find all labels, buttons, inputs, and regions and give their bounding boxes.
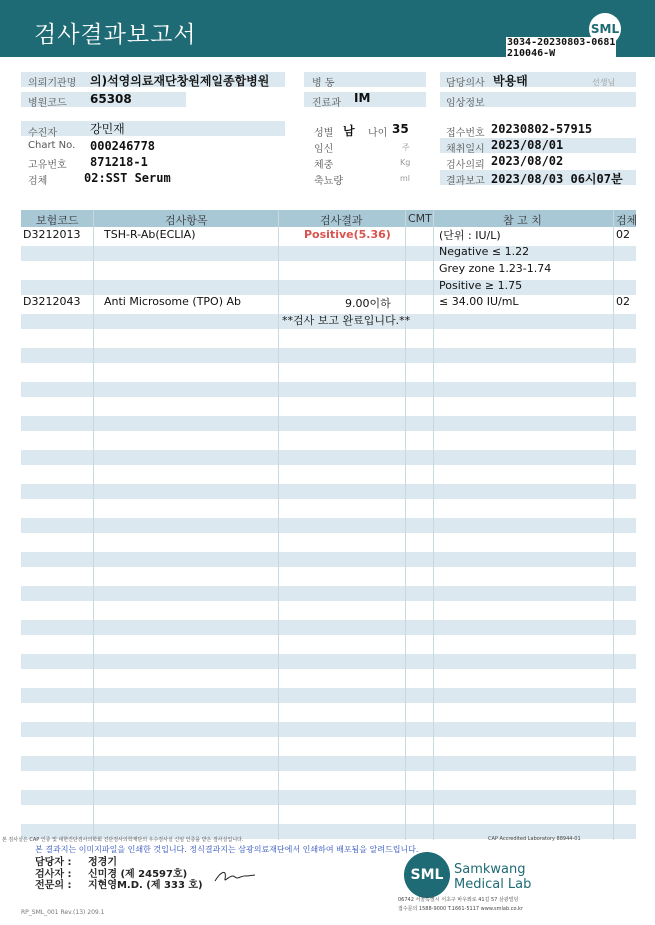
patient-value: 강민재 [90, 122, 125, 136]
urine-unit: ml [400, 174, 411, 183]
table-row-stripe [21, 586, 636, 601]
col-specimen: 검체 [616, 214, 638, 227]
report-title: 검사결과보고서 [34, 22, 197, 48]
image-notice: 본 결과지는 이미지파일을 인쇄한 것입니다. 정식결과지는 삼광의료재단에서 인쇄하여 배포됨을 알려드립니다. [35, 845, 419, 854]
receipt-label: 접수번호 [446, 128, 485, 139]
table-row-stripe [21, 382, 636, 397]
request-label: 검사의뢰 [446, 160, 485, 171]
weight-unit: Kg [400, 158, 411, 167]
row2-specimen: 02 [616, 295, 630, 308]
table-row-stripe [21, 620, 636, 635]
examiner-name: 신미경 (제 24597호) [88, 869, 188, 880]
hospital-code-label: 병원코드 [28, 98, 67, 109]
id-value: 871218-1 [90, 155, 148, 169]
row1-specimen: 02 [616, 228, 630, 241]
row2-code: D3212043 [23, 295, 81, 308]
company-contact: 접수문의 1588-9000 T.1661-5117 www.smlab.co.kr [398, 906, 523, 912]
collect-label: 채취일시 [446, 144, 485, 155]
urine-label: 축뇨량 [314, 176, 343, 187]
col-result: 검사결과 [320, 214, 363, 227]
doctor-value: 박용태 [493, 74, 528, 88]
col-ref: 참 고 치 [503, 214, 542, 227]
table-row-stripe [21, 654, 636, 669]
request-value: 2023/08/02 [491, 154, 564, 168]
ref-greyzone: Grey zone 1.23-1.74 [439, 262, 552, 275]
row1-ref: (단위 : IU/L) [439, 229, 501, 242]
sml-logo: SML [589, 13, 621, 45]
collect-value: 2023/08/01 [491, 138, 564, 152]
col-cmt: CMT [408, 212, 432, 225]
receipt-value: 20230802-57915 [491, 122, 593, 136]
weight-label: 체중 [314, 160, 334, 171]
reporter-name: 정경기 [88, 857, 117, 868]
age-label: 나이 [368, 128, 388, 139]
report-complete-note: **검사 보고 완료입니다.** [282, 314, 411, 327]
column-divider [278, 210, 279, 840]
sex-value: 남 [343, 124, 355, 138]
table-row-stripe [21, 450, 636, 465]
report-date-value: 2023/08/03 06시07분 [491, 172, 623, 186]
specialist-name: 지현영M.D. (제 333 호) [88, 880, 203, 891]
accreditation-note: 본 검사실은 CAP 인증 및 대한진단검사의학회 진단검사의학재단의 우수검사실 신임 인증을 받은 검사실입니다. [2, 837, 244, 843]
company-address: 06742 서울특별시 서초구 바우뫼로 41길 57 삼광빌딩 [398, 897, 519, 903]
examiner-label: 검사자 : [35, 869, 72, 880]
column-divider [93, 210, 94, 840]
dept-value: IM [354, 91, 371, 105]
reporter-label: 담당자 : [35, 857, 72, 868]
ward-label: 병 동 [312, 78, 335, 89]
row2-result: 9.00이하 [345, 297, 391, 310]
table-row-stripe [21, 416, 636, 431]
col-code: 보험코드 [36, 214, 79, 227]
hospital-label: 의뢰기관명 [28, 78, 77, 89]
table-row-stripe [21, 484, 636, 499]
chart-value: 000246778 [90, 139, 156, 153]
specimen-label: 검체 [28, 176, 48, 187]
signature-icon [213, 867, 257, 885]
age-value: 35 [392, 122, 409, 136]
table-row-stripe [21, 552, 636, 567]
pregnancy-label: 임신 [314, 144, 334, 155]
document-id: 3034-20230803-0681 210046-W [507, 37, 616, 59]
ref-positive: Positive ≥ 1.75 [439, 279, 523, 292]
col-item: 검사항목 [165, 214, 208, 227]
patient-label: 수진자 [28, 128, 57, 139]
sml-footer-logo-icon: SML [404, 852, 450, 898]
specialist-label: 전문의 : [35, 880, 72, 891]
company-name-line2: Medical Lab [454, 877, 532, 892]
table-row-stripe [21, 348, 636, 363]
table-row-stripe [21, 688, 636, 703]
table-row-stripe [21, 246, 636, 261]
row1-item: TSH-R-Ab(ECLIA) [104, 228, 196, 241]
table-row-stripe [21, 722, 636, 737]
column-divider [433, 210, 434, 840]
company-name-line1: Samkwang [454, 862, 526, 877]
ref-negative: Negative ≤ 1.22 [439, 245, 530, 258]
table-row-stripe [21, 756, 636, 771]
hospital-value: 의)석영의료재단창원제일종합병원 [90, 74, 270, 88]
dept-label: 진료과 [312, 98, 341, 109]
chart-label: Chart No. [28, 140, 76, 151]
row2-item: Anti Microsome (TPO) Ab [104, 295, 242, 308]
form-code: RP_SML_001 Rev.(13) 209.1 [21, 909, 105, 916]
id-label: 고유번호 [28, 160, 67, 171]
row2-ref: ≤ 34.00 IU/mL [439, 295, 519, 308]
table-row-stripe [21, 280, 636, 295]
table-row-stripe [21, 518, 636, 533]
row1-code: D3212013 [23, 228, 81, 241]
pregnancy-unit: 주 [402, 143, 410, 152]
patient-bar [21, 121, 285, 136]
report-date-label: 결과보고 [446, 176, 485, 187]
clinical-label: 임상정보 [446, 98, 485, 109]
specimen-value: 02:SST Serum [84, 171, 171, 185]
doctor-suffix: 선생님 [592, 78, 616, 87]
row1-result: Positive(5.36) [304, 228, 391, 241]
sex-label: 성별 [314, 128, 334, 139]
doctor-label: 담당의사 [446, 78, 485, 89]
cap-number: CAP Accredited Laboratory 88944-01 [488, 836, 581, 842]
column-divider [405, 210, 406, 840]
table-row-stripe [21, 790, 636, 805]
column-divider [613, 210, 614, 840]
hospital-code-value: 65308 [90, 92, 132, 106]
